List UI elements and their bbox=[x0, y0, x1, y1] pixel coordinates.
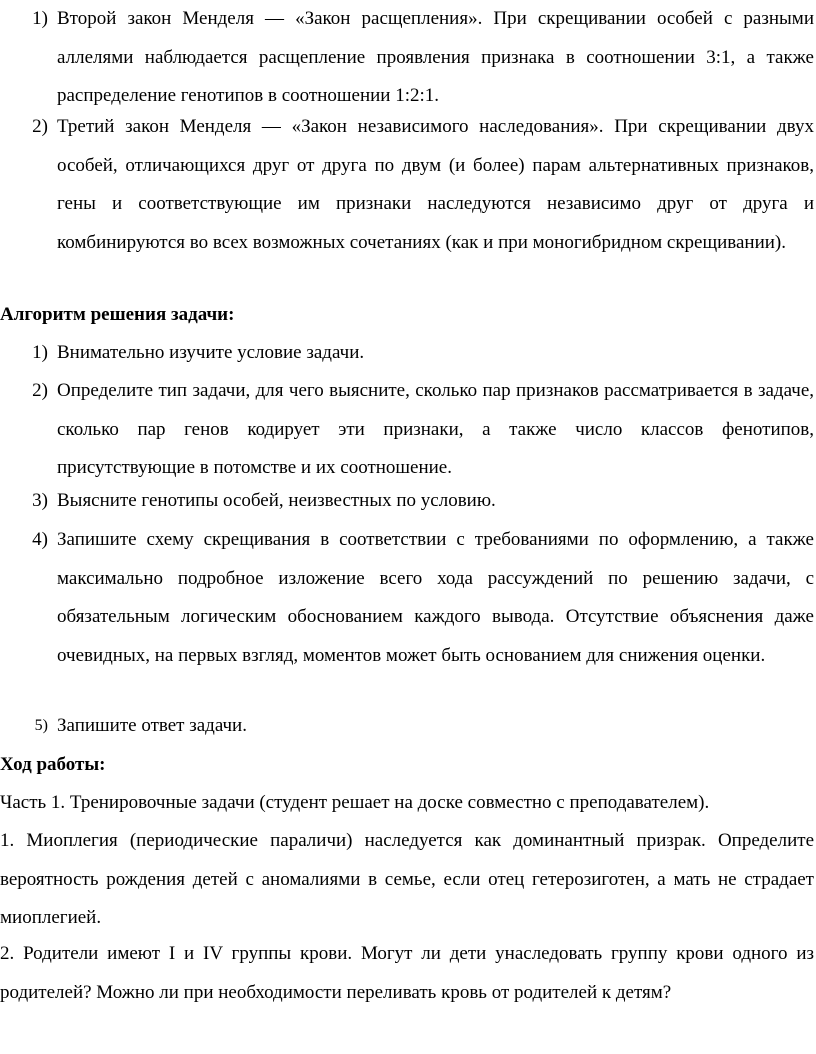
law-3-text: Третий закон Менделя — «Закон независимого наследования». При скрещивании двух особей, отличающихся друг от друга по двум (и более) парам альтернативных признаков, гены и соответствующие им признаки наследуются независимо друг от друга и комбинируются во всех возможных сочетаниях (как и при моногибридном скрещивании). bbox=[57, 116, 814, 253]
step-4-number: 4) bbox=[32, 529, 48, 550]
step-4-text: Запишите схему скрещивания в соответствии с требованиями по оформлению, а также максимально подробное изложение всего хода рассуждений по решению задачи, с обязательным логическим обоснованием каждого вывода. Отсутствие объяснения даже очевидных, на первых взгляд, моментов может быть основанием для снижения оценки. bbox=[57, 529, 814, 666]
task-1: 1. Миоплегия (периодические параличи) наследуется как доминантный призрак. Определите вероятность рождения детей с аномалиями в семье, если отец гетерозиготен, а мать не страдает миоплегией. bbox=[0, 830, 814, 928]
step-2-text: Определите тип задачи, для чего выясните, сколько пар признаков рассматривается в задаче, сколько пар генов кодирует эти признаки, а также число классов фенотипов, присутствующие в потомстве и их соотношение. bbox=[57, 380, 814, 478]
step-2-number: 2) bbox=[32, 380, 48, 401]
law-2-text: Второй закон Менделя — «Закон расщепления». При скрещивании особей с разными аллелями наблюдается расщепление проявления признака в соотношении 3:1, а также распределение генотипов в соотношении 1:2:1. bbox=[57, 8, 814, 106]
step-3-number: 3) bbox=[32, 490, 48, 511]
task-2: 2. Родители имеют I и IV группы крови. Могут ли дети унаследовать группу крови одного из родителей? Можно ли при необходимости переливать кровь от родителей к детям? bbox=[0, 943, 814, 1003]
progress-heading: Ход работы: bbox=[0, 754, 106, 775]
part-1-title: Часть 1. Тренировочные задачи (студент решает на доске совместно с преподавателем). bbox=[0, 792, 710, 813]
law-2-number: 1) bbox=[32, 8, 48, 29]
step-3-text: Выясните генотипы особей, неизвестных по условию. bbox=[57, 490, 496, 511]
step-1-number: 1) bbox=[32, 342, 48, 363]
step-1-text: Внимательно изучите условие задачи. bbox=[57, 342, 365, 363]
law-3-number: 2) bbox=[32, 116, 48, 137]
step-5-text: Запишите ответ задачи. bbox=[57, 715, 247, 736]
step-5-number: 5) bbox=[34, 717, 48, 734]
algorithm-heading: Алгоритм решения задачи: bbox=[0, 304, 235, 325]
